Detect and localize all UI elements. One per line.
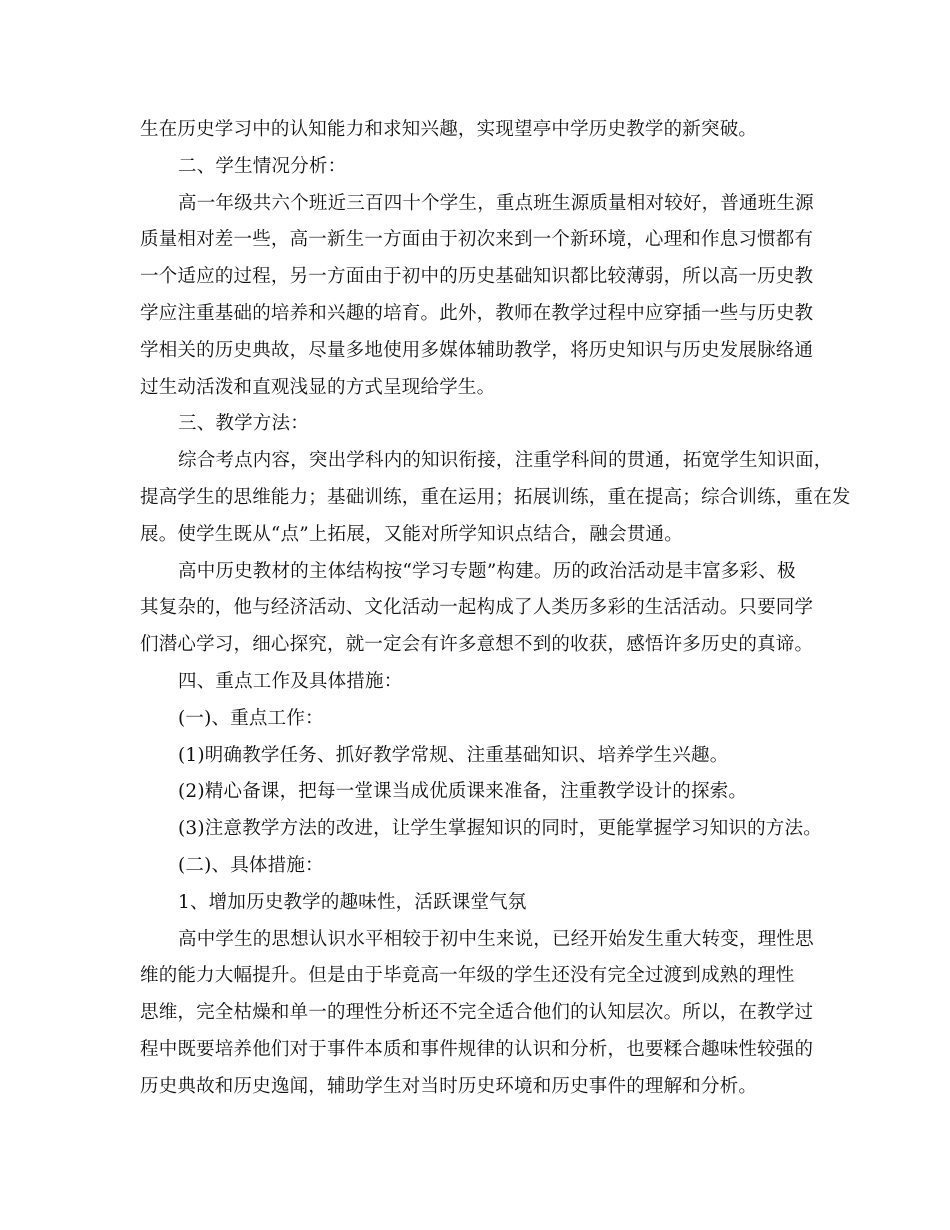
section-heading-key-work: 四、重点工作及具体措施： [178, 670, 403, 692]
list-item-3: (3)注意教学方法的改进，让学生掌握知识的同时，更能掌握学习知识的方法。 [178, 818, 822, 840]
text-line-4: 质量相对差一些，高一新生一方面由于初次来到一个新环境，心理和作息习惯都有 [140, 229, 814, 251]
text-line-23: 高中学生的思想认识水平相较于初中生来说，已经开始发生重大转变，理性思 [178, 928, 814, 950]
text-line-14: 其复杂的，他与经济活动、文化活动一起构成了人类历多彩的生活活动。只要同学 [140, 597, 814, 619]
text-line-24: 维的能力大幅提升。但是由于毕竟高一年级的学生还没有完全过渡到成熟的理性 [140, 965, 795, 987]
section-heading-teaching-methods: 三、教学方法： [178, 413, 309, 435]
subheading-key-work: (一)、重点工作： [178, 707, 324, 729]
measure-heading-1: 1、增加历史教学的趣味性，活跃课堂气氛 [178, 891, 527, 913]
text-line-8: 过生动活泼和直观浅显的方式呈现给学生。 [140, 376, 496, 398]
text-line-12: 展。使学生既从“点”上拓展，又能对所学知识点结合，融会贯通。 [140, 523, 683, 545]
text-line-10: 综合考点内容，突出学科内的知识衔接，注重学科间的贯通，拓宽学生知识面， [178, 450, 833, 472]
subheading-specific-measures: (二)、具体措施： [178, 854, 324, 876]
section-heading-student-analysis: 二、学生情况分析： [178, 155, 347, 177]
document-body [140, 112, 851, 1106]
text-line-5: 一个适应的过程，另一方面由于初中的历史基础知识都比较薄弱，所以高一历史教 [140, 266, 814, 288]
text-line-1: 生在历史学习中的认知能力和求知兴趣，实现望亭中学历史教学的新突破。 [140, 119, 758, 140]
text-line-11: 提高学生的思维能力；基础训练，重在运用；拓展训练，重在提高；综合训练，重在发 [140, 486, 851, 508]
list-item-2: (2)精心备课，把每一堂课当成优质课来准备，注重教学设计的探索。 [178, 781, 748, 803]
text-line-7: 学相关的历史典故，尽量多地使用多媒体辅助教学，将历史知识与历史发展脉络通 [140, 339, 814, 361]
text-line-13: 高中历史教材的主体结构按“学习专题”构建。历的政治活动是丰富多彩、极 [178, 560, 796, 582]
list-item-1: (1)明确教学任务、抓好教学常规、注重基础知识、培养学生兴趣。 [178, 744, 729, 766]
text-line-15: 们潜心学习，细心探究，就一定会有许多意想不到的收获，感悟许多历史的真谛。 [140, 634, 814, 656]
text-line-25: 思维，完全枯燥和单一的理性分析还不完全适合他们的认知层次。所以，在教学过 [140, 1002, 814, 1024]
text-line-26: 程中既要培养他们对于事件本质和事件规律的认识和分析，也要糅合趣味性较强的 [140, 1038, 814, 1060]
text-line-27: 历史典故和历史逸闻，辅助学生对当时历史环境和历史事件的理解和分析。 [140, 1075, 758, 1097]
text-line-6: 学应注重基础的培养和兴趣的培育。此外，教师在教学过程中应穿插一些与历史教 [140, 302, 814, 324]
text-line-3: 高一年级共六个班近三百四十个学生，重点班生源质量相对较好，普通班生源 [178, 192, 814, 214]
